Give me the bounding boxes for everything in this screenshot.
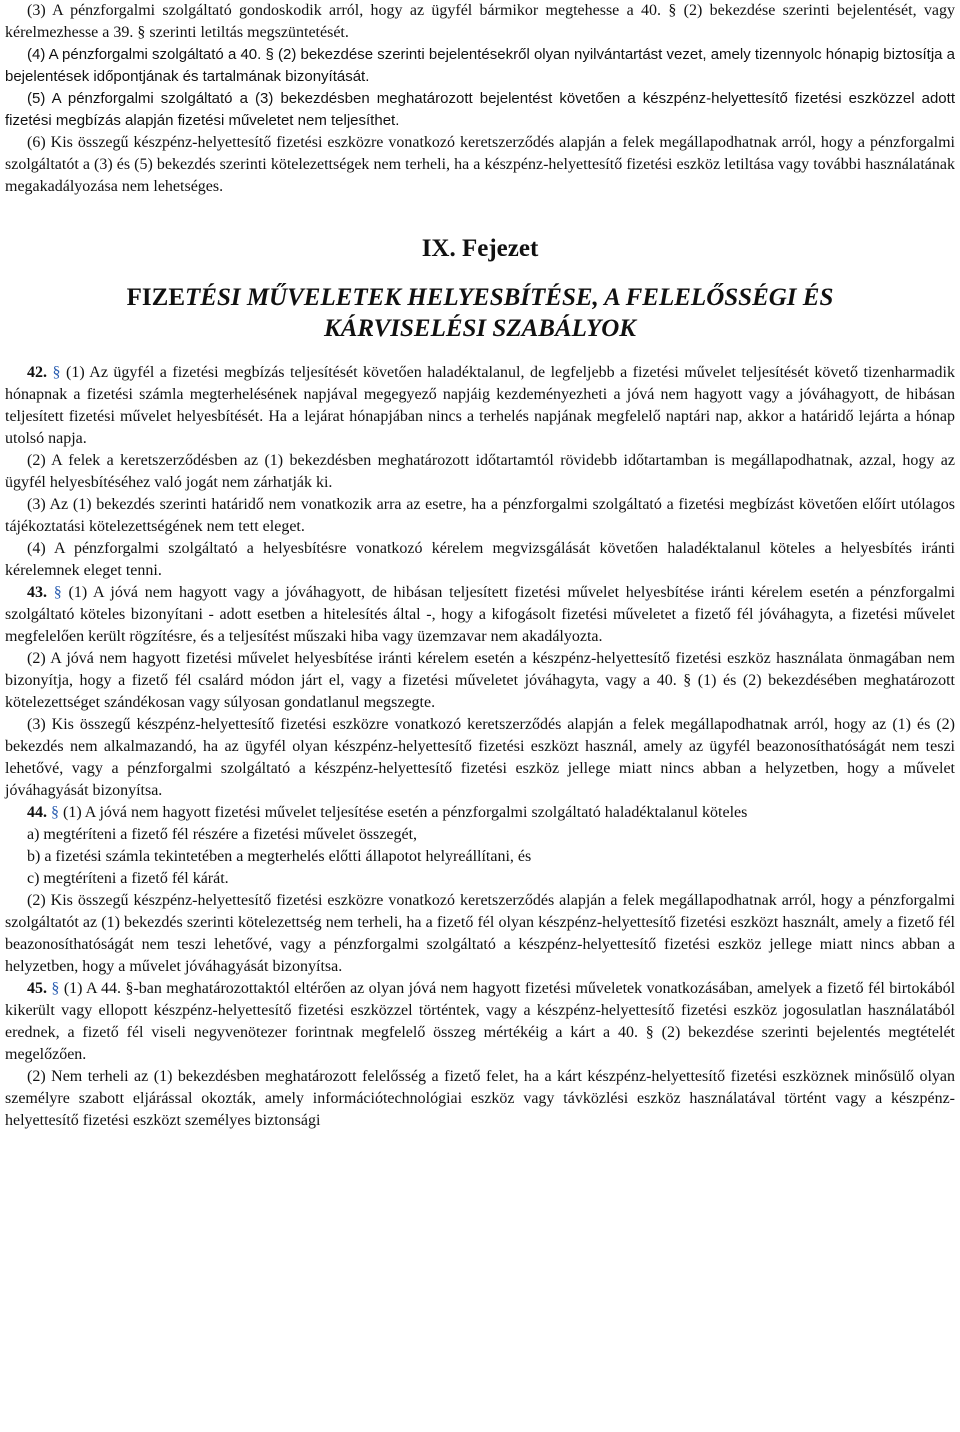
section-44-paragraph-1: [5, 802, 955, 824]
section-43-paragraph-3: (3) Kis összegű készpénz-helyettesítő fizetési eszközre vonatkozó keretszerződés alapján a felek megállapodhatnak arról, hogy az (1) és (2) bekezdés nem alkalmazandó, ha az ügyfél olyan készpénz-helyettesítő fizetési eszközt használ, amely az ügyfél beazonosíthatóságát nem teszi lehetővé, vagy a pénzforgalmi szolgáltató a készpénz-helyettesítő fizetési eszköz jellege miatt nincs abban a helyzetben, hogy a művelet jóváhagyását bizonyítsa.: [5, 716, 955, 799]
section-text: (1) A jóvá nem hagyott fizetési művelet teljesítése esetén a pénzforgalmi szolgáltató haladéktalanul köteles: [63, 804, 748, 821]
section-number: 43.: [27, 584, 47, 601]
chapter-title-line2: KÁRVISELÉSI SZABÁLYOK: [324, 315, 636, 342]
section-45-paragraph-1: [5, 978, 955, 1066]
section-sign: §: [51, 980, 60, 997]
section-number: 42.: [27, 364, 47, 381]
section-sign: §: [51, 804, 59, 821]
list-item-a: a) megtéríteni a fizető fél részére a fizetési művelet összegét,: [27, 826, 418, 843]
list-item-b: b) a fizetési számla tekintetében a megterhelés előtti állapotot helyreállítani, és: [27, 848, 532, 865]
section-42-paragraph-4: (4) A pénzforgalmi szolgáltató a helyesbítésre vonatkozó kérelem megvizsgálását követően haladéktalanul köteles a helyesbítés iránti kérelemnek eleget tenni.: [5, 540, 955, 579]
paragraph-top-4: (6) Kis összegű készpénz-helyettesítő fizetési eszközre vonatkozó keretszerződés alapján a felek megállapodhatnak arról, hogy a pénzforgalmi szolgáltatót a (3) és (5) bekezdés szerinti kötelezettségek nem terheli, ha a készpénz-helyettesítő fizetési eszköz letiltása vagy további használatának megakadályozása nem lehetséges.: [5, 134, 955, 195]
section-45-paragraph-2: (2) Nem terheli az (1) bekezdésben meghatározott felelősség a fizető felet, ha a kárt készpénz-helyettesítő fizetési eszköznek minősülő olyan személyre szabott eljárással okozták, amely információtechnológiai eszköz vagy távközlési eszköz használatával történt vagy a készpénz-helyettesítő fizetési eszközt személyes biztonsági: [5, 1068, 955, 1129]
chapter-number: IX. Fejezet: [421, 235, 539, 262]
section-number: 45.: [27, 980, 47, 997]
chapter-title-first: FIZE: [126, 284, 185, 311]
section-42-paragraph-3: (3) Az (1) bekezdés szerinti határidő nem vonatkozik arra az esetre, ha a pénzforgalmi szolgáltató a fizetési megbízást követően előírt utólagos tájékoztatási kötelezettségének nem tett eleget.: [5, 496, 955, 535]
chapter-title: [5, 282, 955, 344]
section-43-paragraph-1: [5, 582, 955, 648]
section-43-paragraph-2: (2) A jóvá nem hagyott fizetési művelet helyesbítése iránti kérelem esetén a készpénz-helyettesítő fizetési eszköz használata önmagában nem bizonyítja, hogy a fizető fél csalárd módon járt el, vagy a fizetési műveletet jóváhagyta, vagy a 40. § (1) és (2) bekezdésében meghatározott kötelezettséget szándékosan vagy súlyosan gondatlanul megszegte.: [5, 650, 955, 711]
section-42-paragraph-1: [5, 362, 955, 450]
section-44-paragraph-2: (2) Kis összegű készpénz-helyettesítő fizetési eszközre vonatkozó keretszerződés alapján a felek megállapodhatnak arról, hogy a pénzforgalmi szolgáltatót az (1) bekezdés szerinti kötelezettség nem terheli, ha a fizető fél olyan készpénz-helyettesítő fizetési eszközt használt, amely a fizető fél beazonosíthatóságát nem teszi lehetővé, vagy a pénzforgalmi szolgáltató a készpénz-helyettesítő fizetési eszköz jellege miatt nincs abban a helyzetben, hogy a művelet jóváhagyását bizonyítsa.: [5, 892, 955, 975]
paragraph-top-1: (3) A pénzforgalmi szolgáltató gondoskodik arról, hogy az ügyfél bármikor megtehesse a 40. § (2) bekezdése szerinti bejelentését, vagy kérelmezhesse a 39. § szerinti letiltás megszüntetését.: [5, 2, 955, 41]
section-text: (1) Az ügyfél a fizetési megbízás teljesítését követően haladéktalanul, de legfeljebb a fizetési művelet teljesítését követő tizenharmadik hónapnak a fizetési számla megterhelésének napjával megegyező napjáig kezdeményezheti a jóvá nem hagyott vagy a jóváhagyott, de hibásan teljesített fizetési művelet helyesbítését. Ha a lejárat hónapjában nincs a terhelés napjának megfelelő naptári nap, akkor a határidő lejárta a hónap utolsó napja.: [5, 364, 955, 447]
section-42-paragraph-2: (2) A felek a keretszerződésben az (1) bekezdésben meghatározott időtartamtól rövidebb időtartamban is megállapodhatnak, azzal, hogy az ügyfél helyesbítéséhez való jogát nem zárhatják ki.: [5, 452, 955, 491]
chapter-title-rest: TÉSI MŰVELETEK HELYESBÍTÉSE, A FELELŐSSÉGI ÉS: [185, 284, 834, 311]
section-sign: §: [53, 584, 62, 601]
section-sign: §: [52, 364, 61, 381]
paragraph-top-3: (5) A pénzforgalmi szolgáltató a (3) bekezdésben meghatározott bejelentést követően a készpénz-helyettesítő fizetési eszközzel adott fizetési megbízás alapján fizetési műveletet nem teljesíthet.: [5, 90, 955, 129]
paragraph-top-2: (4) A pénzforgalmi szolgáltató a 40. § (2) bekezdése szerinti bejelentésekről olyan nyilvántartást vezet, amely tizennyolc hónapig biztosítja a bejelentések időpontjának és tartalmának bizonyítását.: [5, 46, 956, 85]
section-number: 44.: [27, 804, 47, 821]
section-text: (1) A 44. §-ban meghatározottaktól eltérően az olyan jóvá nem hagyott fizetési műveletek vonatkozásában, amelyek a fizető fél birtokából kikerült vagy ellopott készpénz-helyettesítő fizetési eszközzel történtek, vagy a készpénz-helyettesítő fizetési eszköz jogosulatlan használatából erednek, a fizető fél viseli negyvenötezer forintnak megfelelő összeg mértékéig a kárt a 40. § (2) bekezdése szerinti bejelentés megtételét megelőzően.: [5, 980, 956, 1063]
section-text: (1) A jóvá nem hagyott vagy a jóváhagyott, de hibásan teljesített fizetési művelet helyesbítése iránti kérelem esetén a pénzforgalmi szolgáltató köteles bizonyítani - adott esetben a hitelesítés által -, hogy a kifogásolt fizetési műveletet a fizető fél jóváhagyta, a fizetési művelet megfelelően került rögzítésre, és a teljesítést műszaki hiba vagy üzemzavar nem akadályozta.: [5, 584, 956, 645]
list-item-c: c) megtéríteni a fizető fél kárát.: [27, 870, 229, 887]
